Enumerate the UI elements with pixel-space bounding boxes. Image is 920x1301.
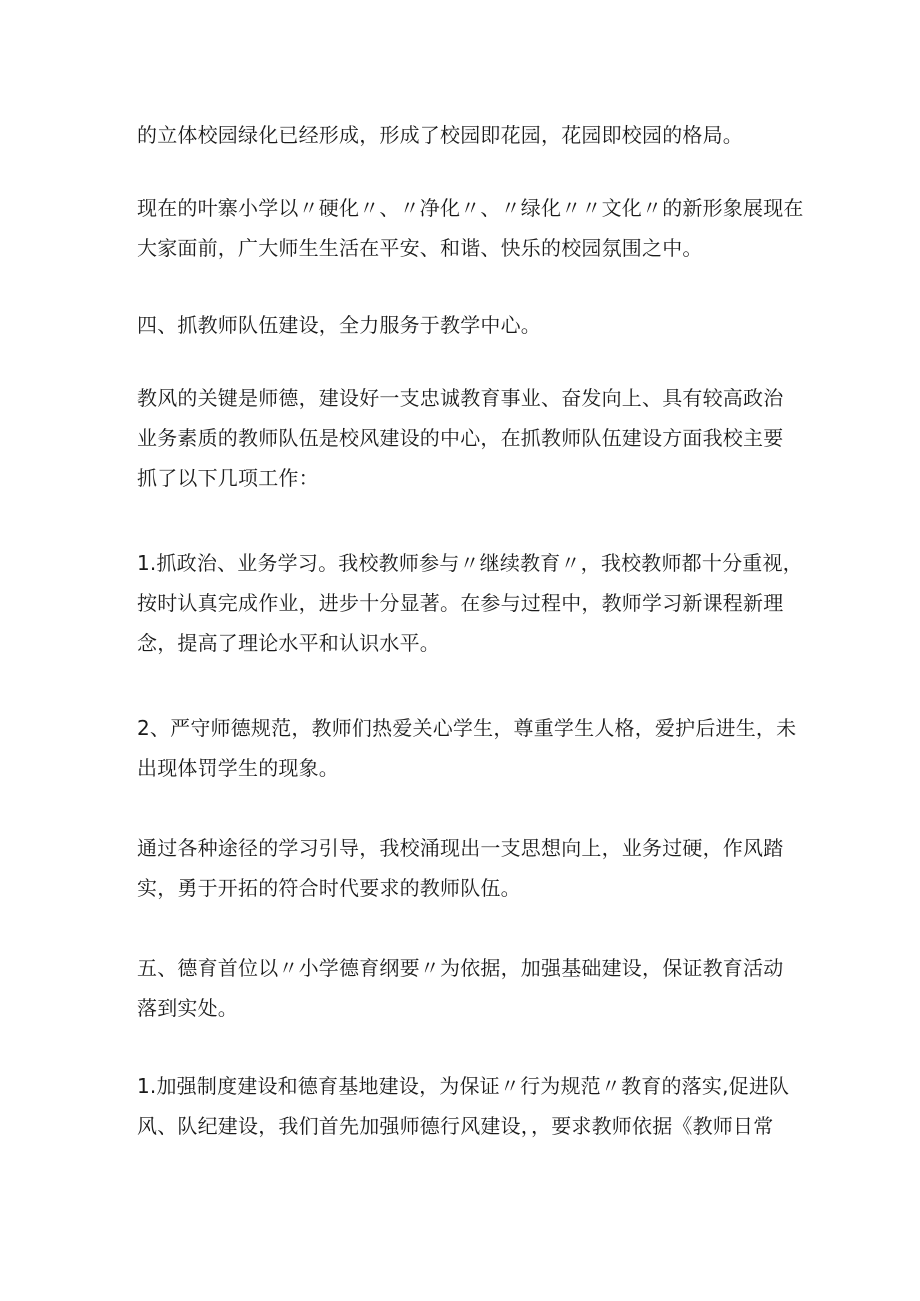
paragraph-campus-greening [137,115,797,155]
text-line: 教风的关键是师德，建设好一支忠诚教育事业、奋发向上、具有较高政治 [137,386,784,410]
text-line: 业务素质的教师队伍是校风建设的中心，在抓教师队伍建设方面我校主要 [137,426,784,450]
text-line: 的立体校园绿化已经形成，形成了校园即花园，花园即校园的格局。 [137,123,743,147]
list-item-political-study [137,543,803,663]
text-line: 抓了以下几项工作： [137,466,319,490]
text-line: 五、德育首位以〃小学德育纲要〃为依据，加强基础建设，保证教育活动 [137,956,784,980]
text-line: 出现体罚学生的现象。 [137,756,339,780]
text-line: 四、抓教师队伍建设，全力服务于教学中心。 [137,313,541,337]
paragraph-teacher-team-result [137,828,797,908]
text-line: 1.抓政治、业务学习。我校教师参与〃继续教育〃，我校教师都十分重视， [137,551,803,575]
list-item-system-building [137,1066,797,1146]
text-line: 按时认真完成作业，进步十分显著。在参与过程中，教师学习新课程新理 [137,591,784,615]
text-line: 落到实处。 [137,996,238,1020]
text-line: 通过各种途径的学习引导，我校涌现出一支思想向上，业务过硬，作风踏 [137,836,784,860]
text-line: 大家面前，广大师生生活在平安、和谐、快乐的校园氛围之中。 [137,236,703,260]
paragraph-new-image [137,188,804,268]
text-line: 现在的叶寨小学以〃硬化〃、〃净化〃、〃绿化〃〃文化〃的新形象展现在 [137,196,804,220]
section-heading-moral-education [137,948,797,1028]
paragraph-teacher-ethics [137,378,797,498]
text-line: 风、队纪建设，我们首先加强师德行风建设，，要求教师依据《教师日常 [137,1114,774,1138]
list-item-ethics-norms [137,708,797,788]
text-line: 1.加强制度建设和德育基地建设，为保证〃行为规范〃教育的落实,促进队 [137,1074,790,1098]
section-heading-teacher-team [137,305,797,345]
text-line: 实，勇于开拓的符合时代要求的教师队伍。 [137,876,521,900]
text-line: 2、严守师德规范，教师们热爱关心学生，尊重学生人格，爱护后进生，未 [137,716,797,740]
text-line: 念，提高了理论水平和认识水平。 [137,631,440,655]
